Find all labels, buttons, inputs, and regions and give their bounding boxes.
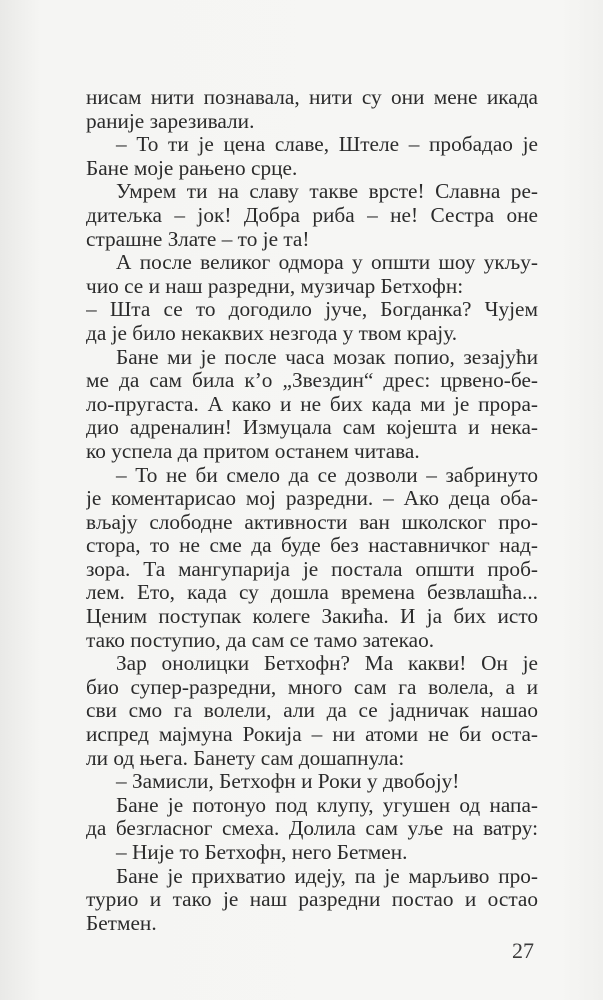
text-line: – Није то Бетхофн, него Бетмен. <box>116 841 408 864</box>
text-line: стора, то не сме да буде без наставничког над- <box>86 534 538 558</box>
text-line: раније зарезивали. <box>86 109 255 133</box>
page-number: 27 <box>512 938 534 963</box>
text-line: Бетмен. <box>86 911 157 935</box>
text-line: Бане ми је после часа мозак попио, зезајући <box>116 345 538 369</box>
text-line: Бане моје рањено срце. <box>86 156 298 180</box>
text-line: да безгласног смеха. Долила сам уље на ватру: <box>86 817 538 841</box>
text-line: лем. Ето, када су дошла времена безвлашћа... <box>86 581 538 605</box>
text-line: нисам нити познавала, нити су они мене икада <box>86 86 538 109</box>
text-line: Умрем ти на славу такве врсте! Славна ре- <box>116 180 538 204</box>
text-line: – Шта се то догодило јуче, Богданка? Чујем <box>86 298 538 322</box>
text-line: Бане је прихватио идеју, па је марљиво про- <box>116 864 538 888</box>
text-line: тако поступио, да сам се тамо затекао. <box>86 628 435 652</box>
text-line: Зар онолицки Бетхофн? Ма какви! Он је <box>116 652 538 676</box>
body-text <box>86 86 538 935</box>
text-line: дитељка – јок! Добра риба – не! Сестра оне <box>86 203 538 227</box>
text-line: вљају слободне активности ван школског про- <box>86 510 538 534</box>
text-line: – Замисли, Бетхофн и Роки у двобоју! <box>116 770 460 794</box>
text-line: зора. Та мангупарија је постала општи проб- <box>86 557 538 581</box>
text-line: био супер-разредни, много сам га волела, а и <box>86 675 538 699</box>
text-line: страшне Злате – то је та! <box>86 227 310 251</box>
text-line: да је било некаквих незгода у твом крају. <box>86 321 458 345</box>
text-line: сви смо га волели, али да се јадничак нашао <box>86 699 538 723</box>
text-line: – То ти је цена славе, Штеле – пробадао је <box>116 133 538 157</box>
text-line: турио и тако је наш разредни постао и остао <box>86 888 538 912</box>
text-line: А после великог одмора у општи шоу укљу- <box>116 251 538 275</box>
text-line: дио адреналин! Измуцала сам којешта и нека- <box>86 416 538 440</box>
text-line: ло-пругаста. А како и не бих када ми је прора- <box>86 392 538 416</box>
text-line: је коментарисао мој разредни. – Ако деца оба- <box>86 487 538 511</box>
text-line: Ценим поступак колеге Закића. И ја бих исто <box>86 605 538 629</box>
text-line: – То не би смело да се дозволи – забринуто <box>116 463 538 487</box>
text-line: Бане је потонуо под клупу, угушен од напа- <box>116 793 538 817</box>
text-line: ли од њега. Банету сам дошапнула: <box>86 746 405 770</box>
text-line: ко успела да притом останем читава. <box>86 439 420 463</box>
text-line: испред мајмуна Рокија – ни атоми не би оста- <box>86 723 538 747</box>
text-line: ме да сам била к’о „Звездин“ дрес: црвено-бе- <box>86 369 538 393</box>
text-line: чио се и наш разредни, музичар Бетхофн: <box>86 274 464 298</box>
